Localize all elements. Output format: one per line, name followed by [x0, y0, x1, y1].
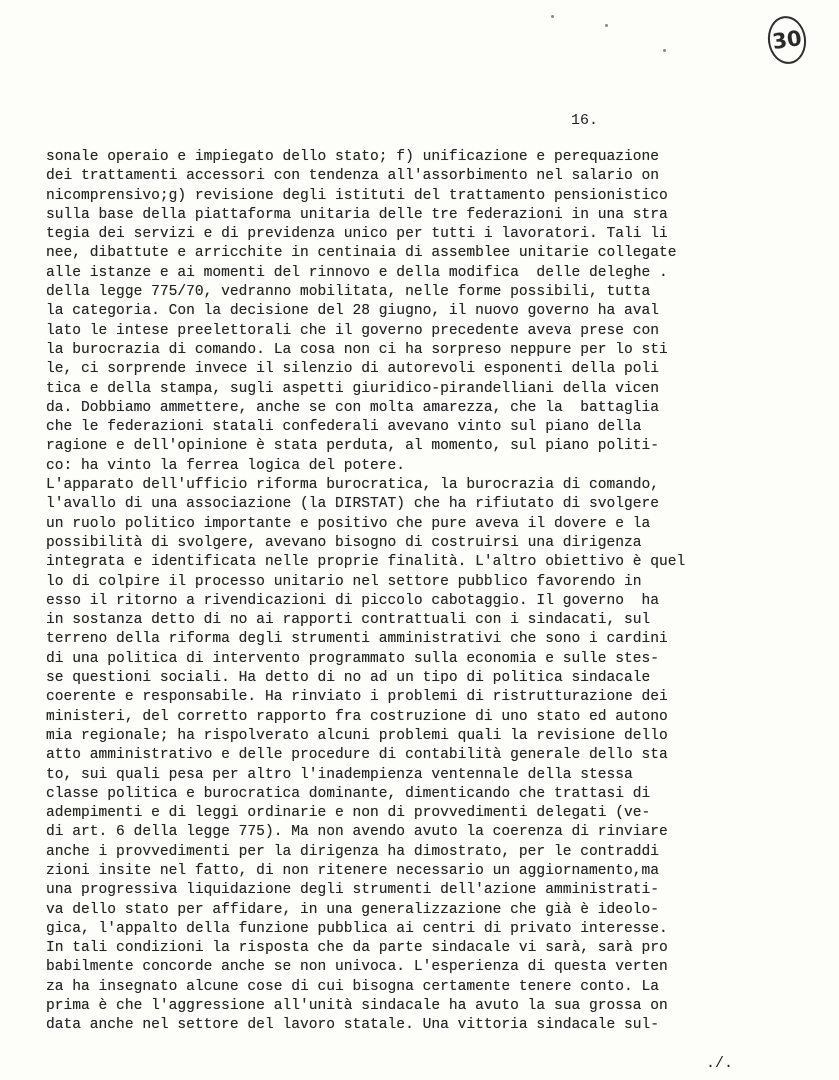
paper-speck: [551, 15, 554, 18]
text-line: nee, dibattute e arricchite in centinaia di assemblee unitarie collegate: [46, 245, 677, 262]
text-line: in sostanza detto di no ai rapporti contrattuali con i sindacati, sul: [46, 612, 651, 629]
text-line: L'apparato dell'ufficio riforma burocratica, la burocrazia di comando,: [46, 477, 660, 494]
text-line: adempimenti e di leggi ordinarie e non di provvedimenti delegati (ve-: [46, 805, 651, 822]
text-line: zioni insite nel fatto, di non ritenere necessario un aggiornamento,ma: [46, 862, 660, 879]
text-line: ministeri, del corretto rapporto fra costruzione di uno stato ed autono: [46, 708, 668, 725]
text-line: coerente e responsabile. Ha rinviato i problemi di ristrutturazione dei: [46, 689, 668, 706]
text-line: della legge 775/70, vedranno mobilitata, nelle forme possibili, tutta: [46, 284, 651, 301]
text-line: la categoria. Con la decisione del 28 giugno, il nuovo governo ha aval: [46, 303, 660, 320]
text-line: tegia dei servizi e di previdenza unico per tutti i lavoratori. Tali li: [46, 226, 668, 243]
text-line: ragione e dell'opinione è stata perduta, al momento, sul piano politi-: [46, 438, 660, 455]
text-line: classe politica e burocratica dominante, dimenticando che trattasi di: [46, 785, 651, 802]
text-line: co: ha vinto la ferrea logica del potere.: [46, 457, 406, 474]
text-line: In tali condizioni la risposta che da parte sindacale vi sarà, sarà pro: [46, 940, 668, 957]
page-number: 16.: [571, 112, 599, 129]
paper-speck: [605, 24, 608, 27]
text-line: mia regionale; ha rispolverato alcuni problemi quali la revisione dello: [46, 727, 668, 744]
text-line: che le federazioni statali confederali avevano vinto sul piano della: [46, 419, 642, 436]
text-line: da. Dobbiamo ammettere, anche se con molta amarezza, che la battaglia: [46, 399, 660, 416]
text-line: dei trattamenti accessori con tendenza all'assorbimento nel salario on: [46, 168, 660, 185]
text-line: terreno della riforma degli strumenti amministrativi che sono i cardini: [46, 631, 668, 648]
text-line: data anche nel settore del lavoro statale. Una vittoria sindacale sul-: [46, 1017, 660, 1034]
text-line: le, ci sorprende invece il silenzio di autorevoli esponenti della poli: [46, 361, 660, 378]
continuation-mark: ./.: [706, 1055, 734, 1072]
text-line: alle istanze e ai momenti del rinnovo e della modifica delle deleghe .: [46, 264, 668, 281]
text-line: esso il ritorno a rivendicazioni di piccolo cabotaggio. Il governo ha: [46, 592, 660, 609]
text-line: se questioni sociali. Ha detto di no ad un tipo di politica sindacale: [46, 670, 651, 687]
paper-speck: [663, 49, 666, 52]
text-line: una progressiva liquidazione degli strumenti dell'azione amministrati-: [46, 882, 660, 899]
folio-number: 30: [770, 26, 804, 54]
body-text: [46, 148, 826, 1036]
text-line: to, sui quali pesa per altro l'inadempienza ventennale della stessa: [46, 766, 633, 783]
text-line: nicomprensivo;g) revisione degli istituti del trattamento pensionistico: [46, 187, 668, 204]
text-line: l'avallo di una associazione (la DIRSTAT) che ha rifiutato di svolgere: [46, 496, 660, 513]
text-line: babilmente concorde anche se non univoca. L'esperienza di questa verten: [46, 959, 668, 976]
text-line: un ruolo politico importante e positivo che pure aveva il dovere e la: [46, 515, 651, 532]
text-line: sulla base della piattaforma unitaria delle tre federazioni in una stra: [46, 206, 668, 223]
text-line: sonale operaio e impiegato dello stato; f) unificazione e perequazione: [46, 149, 660, 165]
text-line: di art. 6 della legge 775). Ma non avendo avuto la coerenza di rinviare: [46, 824, 668, 841]
text-line: integrata e identificata nelle proprie finalità. L'altro obiettivo è quel: [46, 554, 686, 571]
folio-number-circled: [765, 14, 809, 67]
text-line: lato le intese preelettorali che il governo precedente aveva prese con: [46, 322, 660, 339]
text-line: tica e della stampa, sugli aspetti giuridico-pirandelliani della vicen: [46, 380, 660, 397]
text-line: gica, l'appalto della funzione pubblica ai centri di privato interesse.: [46, 920, 668, 937]
text-line: la burocrazia di comando. La cosa non ci ha sorpreso neppure per lo sti: [46, 341, 668, 358]
text-line: di una politica di intervento programmato sulla economia e sulle stes-: [46, 650, 660, 667]
text-line: possibilità di svolgere, avevano bisogno di costruirsi una dirigenza: [46, 534, 642, 551]
text-line: prima è che l'aggressione all'unità sindacale ha avuto la sua grossa on: [46, 998, 668, 1015]
text-line: za ha insegnato alcune cose di cui bisogna certamente tenere conto. La: [46, 978, 660, 995]
text-line: anche i provvedimenti per la dirigenza ha dimostrato, per le contraddi: [46, 843, 660, 860]
text-line: lo di colpire il processo unitario nel settore pubblico favorendo in: [46, 573, 642, 590]
text-line: va dello stato per affidare, in una generalizzazione che già è ideolo-: [46, 901, 660, 918]
text-line: atto amministrativo e delle procedure di contabilità generale dello sta: [46, 747, 668, 764]
